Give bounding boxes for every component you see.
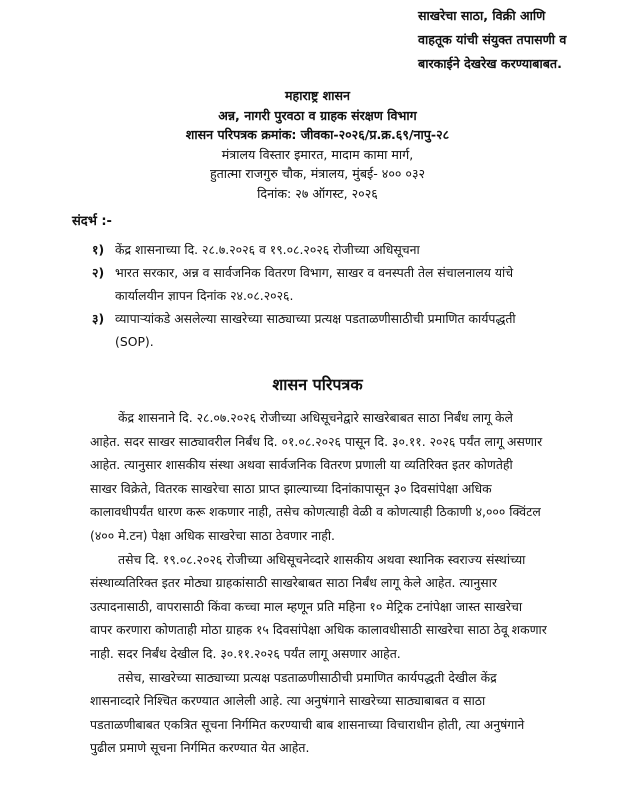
reference-number: ३)	[92, 311, 105, 326]
subject-line: साखरेचा साठा, विक्री आणि	[418, 8, 546, 23]
reference-text: भारत सरकार, अन्न व सार्वजनिक वितरण विभाग, साखर व वनस्पती तेल संचालनालय यांचे	[115, 265, 514, 280]
paragraph-3	[90, 666, 630, 760]
paragraph-line: तसेच दि. १९.०८.२०२६ रोजीच्या अधिसूचनेव्दारे शासकीय अथवा स्थानिक स्वराज्य संस्थांच्या	[118, 551, 526, 567]
paragraph-line: वापर करणारा कोणताही मोठा ग्राहक १५ दिवसांपेक्षा अधिक कालावधीसाठी साखरेचा साठा ठेवू शकणार	[90, 622, 547, 638]
paragraph-line: उत्पादनासाठी, वापरासाठी किंवा कच्चा माल म्हणून प्रति महिना १० मेट्रिक टनांपेक्षा जास्त साखरेचा	[90, 598, 523, 614]
paragraph-line: केंद्र शासनाने दि. २८.०७.२०२६ रोजीच्या अधिसूचनेद्वारे साखरेबाबत साठा निर्बंध लागू केले	[118, 410, 513, 425]
reference-number: १)	[92, 242, 105, 257]
paragraph-line: साखर विक्रेते, वितरक साखरेचा साठा प्राप्त झाल्याच्या दिनांकापासून ३० दिवसांपेक्षा अधिक	[90, 480, 492, 496]
reference-text: व्यापाऱ्यांकडे असलेल्या साखरेच्या साठ्याच्या प्रत्यक्ष पडताळणीसाठीची प्रमाणित कार्यपद्धती	[115, 311, 516, 326]
paragraph-line: पुढील प्रमाणे सूचना निर्गमित करण्यात येत आहेत.	[90, 740, 310, 756]
circular-body	[90, 406, 630, 760]
subject-line: बारकाईने देखरेख करण्याबाबत.	[418, 56, 562, 71]
paragraph-2	[90, 548, 630, 666]
paragraph-line: (४०० मे.टन) पेक्षा अधिक साखरेचा साठा ठेवणार नाही.	[90, 527, 335, 543]
reference-number: २)	[92, 265, 105, 280]
paragraph-line: शासनाव्दारे निश्चित करण्यात आलेली आहे. त्या अनुषंगाने साखरेच्या साठ्याबाबत व साठा	[90, 693, 486, 709]
address-line-1: मंत्रालय विस्तार इमारत, मादाम कामा मार्ग,	[221, 146, 414, 162]
reference-item	[92, 238, 622, 261]
document-title: शासन परिपत्रक	[272, 375, 363, 394]
circular-number: शासन परिपत्रक क्रमांक: जीवका-२०२६/प्र.क्र.६९/नापु-२८	[185, 127, 450, 143]
department-name: अन्न, नागरी पुरवठा व ग्राहक संरक्षण विभाग	[218, 107, 417, 123]
reference-text: केंद्र शासनाच्या दि. २८.७.२०२६ व १९.०८.२०२६ रोजीच्या अधिसूचना	[115, 242, 420, 257]
issue-date: दिनांक: २७ ऑगस्ट, २०२६	[257, 185, 378, 201]
paragraph-line: आहेत. त्यानुसार शासकीय संस्था अथवा सार्वजनिक वितरण प्रणाली या व्यतिरिक्त इतर कोणतेही	[90, 457, 513, 473]
address-line-2: हुतात्मा राजगुरु चौक, मंत्रालय, मुंबई- ४०० ०३२	[209, 166, 426, 182]
paragraph-line: संस्थाव्यतिरिक्त इतर मोठ्या ग्राहकांसाठी साखरेबाबत साठा निर्बंध लागू केले आहेत. त्यानुसार	[90, 575, 497, 591]
paragraph-line: नाही. सदर निर्बंध देखील दि. ३०.११.२०२६ पर्यंत लागू असणार आहेत.	[90, 645, 401, 661]
paragraph-1	[90, 406, 630, 548]
letterhead	[0, 86, 635, 204]
paragraph-line: आहेत. सदर साखर साठ्यावरील निर्बंध दि. ०१.०८.२०२६ पासून दि. ३०.११. २०२६ पर्यंत लागू असणार	[90, 433, 543, 449]
reference-item	[92, 307, 622, 353]
references-list	[92, 238, 622, 353]
paragraph-line: कालावधीपर्यंत धारण करू शकणार नाही, तसेच कोणत्याही वेळी व कोणत्याही ठिकाणी ४,००० क्विंटल	[90, 504, 541, 520]
reference-item	[92, 261, 622, 307]
references-heading: संदर्भ :-	[72, 214, 112, 229]
subject-block	[418, 4, 628, 76]
reference-text: (SOP).	[115, 334, 154, 349]
reference-text: कार्यालयीन ज्ञापन दिनांक २४.०८.२०२६.	[115, 288, 294, 303]
subject-line: वाहतूक यांची संयुक्त तपासणी व	[418, 32, 567, 47]
government-name: महाराष्ट्र शासन	[285, 88, 350, 103]
paragraph-line: तसेच, साखरेच्या साठ्याच्या प्रत्यक्ष पडताळणीसाठीची प्रमाणित कार्यपद्धती देखील केंद्र	[118, 669, 497, 685]
paragraph-line: पडताळणीबाबत एकत्रित सूचना निर्गमित करण्याची बाब शासनाच्या विचाराधीन होती, त्या अनुषंगाने	[90, 716, 525, 732]
